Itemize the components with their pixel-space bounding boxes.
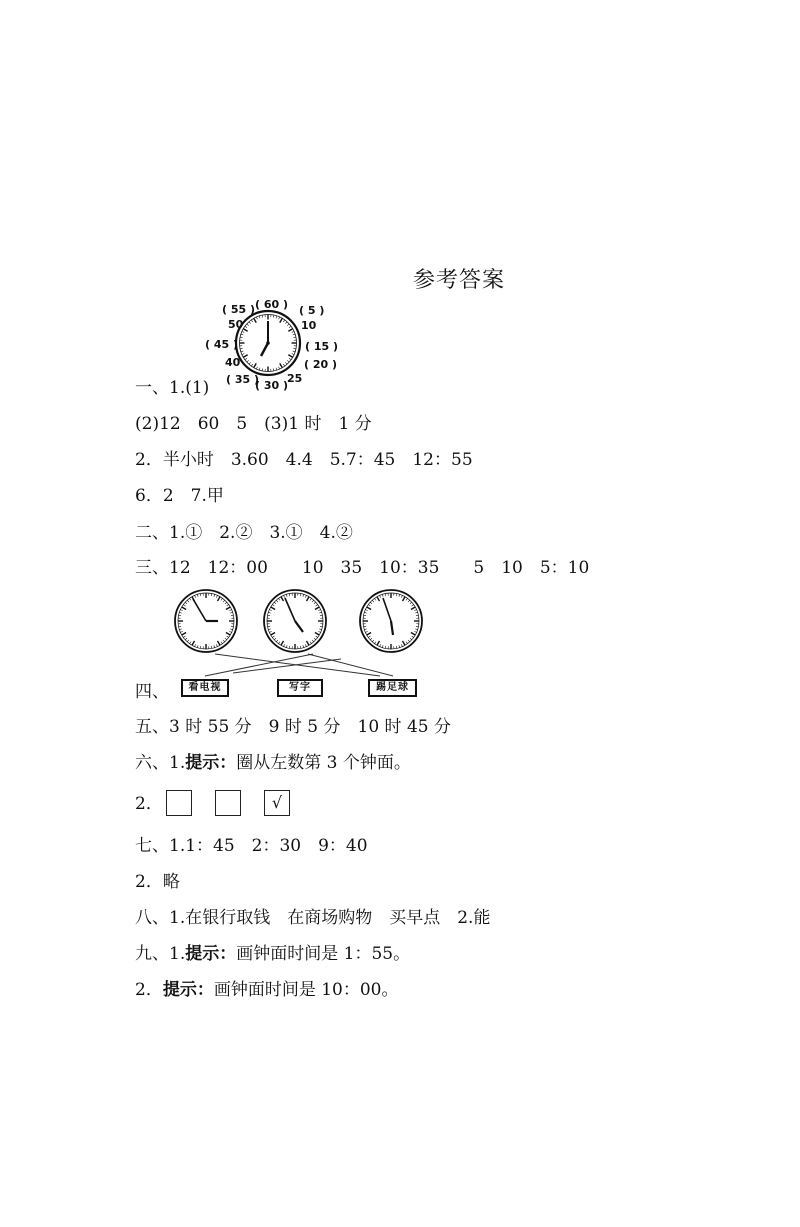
matching-clocks-diagram xyxy=(165,584,435,688)
label-35: ( 35 ) xyxy=(226,373,260,386)
s2-answers: 二、1.① 2.② 3.① 4.② xyxy=(135,523,353,543)
s9-hint-2: 提示： xyxy=(162,980,214,1000)
s9-hint-1: 提示： xyxy=(185,944,237,964)
s1-q2: 2．半小时 3.60 4.4 5.7：45 12：55 xyxy=(135,450,473,470)
clock-2 xyxy=(264,590,326,652)
label-20: ( 20 ) xyxy=(304,358,338,371)
label-60: ( 60 ) xyxy=(255,298,289,311)
label-45: ( 45 ) xyxy=(205,338,239,351)
label-55: ( 55 ) xyxy=(222,303,256,316)
s5-answers: 五、3 时 55 分 9 时 5 分 10 时 45 分 xyxy=(135,717,451,737)
label-10: 10 xyxy=(301,319,317,332)
s9-q2 xyxy=(135,979,399,1001)
s9-q1 xyxy=(135,943,410,965)
s1-q1: 一、1.(1) xyxy=(135,378,210,398)
answer-box-2 xyxy=(215,790,241,816)
answer-box-3-checked: √ xyxy=(264,790,290,816)
s6-hint: 提示： xyxy=(185,753,237,773)
s6-q2-label: 2． xyxy=(135,794,163,814)
page-title: 参考答案 xyxy=(413,268,506,293)
s6-q1 xyxy=(135,752,411,774)
s9-q2-prefix: 2． xyxy=(135,980,163,1000)
s9-q1-text: 画钟面时间是 1：55。 xyxy=(236,944,411,964)
clock-1 xyxy=(175,590,237,652)
s4-label: 四、 xyxy=(135,682,169,702)
clock-3 xyxy=(360,590,422,652)
label-40: 40 xyxy=(225,356,241,369)
label-50: 50 xyxy=(228,318,244,331)
tag-watch-tv: 看电视 xyxy=(181,679,229,697)
s9-q1-prefix: 九、1. xyxy=(135,944,186,964)
s1-q6: 6．2 7.甲 xyxy=(135,486,224,506)
label-5: ( 5 ) xyxy=(299,304,325,317)
tag-play-football: 踢足球 xyxy=(368,679,417,697)
s3-answers: 三、12 12：00 10 35 10：35 5 10 5：10 xyxy=(135,558,590,578)
answer-clock-diagram xyxy=(200,294,350,394)
label-25: 25 xyxy=(287,372,303,385)
s6-q1-text: 圈从左数第 3 个钟面。 xyxy=(236,753,411,773)
s1-q1-2: (2)12 60 5 (3)1 时 1 分 xyxy=(135,414,372,434)
s6-q1-prefix: 六、1. xyxy=(135,753,186,773)
label-30: ( 30 ) xyxy=(255,379,289,392)
s8-answers: 八、1.在银行取钱 在商场购物 买早点 2.能 xyxy=(135,908,491,928)
s9-q2-text: 画钟面时间是 10：00。 xyxy=(213,980,399,1000)
answer-box-1 xyxy=(166,790,192,816)
s7-q1: 七、1.1：45 2：30 9：40 xyxy=(135,836,368,856)
s7-q2: 2．略 xyxy=(135,872,180,892)
tag-write: 写字 xyxy=(277,679,323,697)
label-15: ( 15 ) xyxy=(305,340,339,353)
